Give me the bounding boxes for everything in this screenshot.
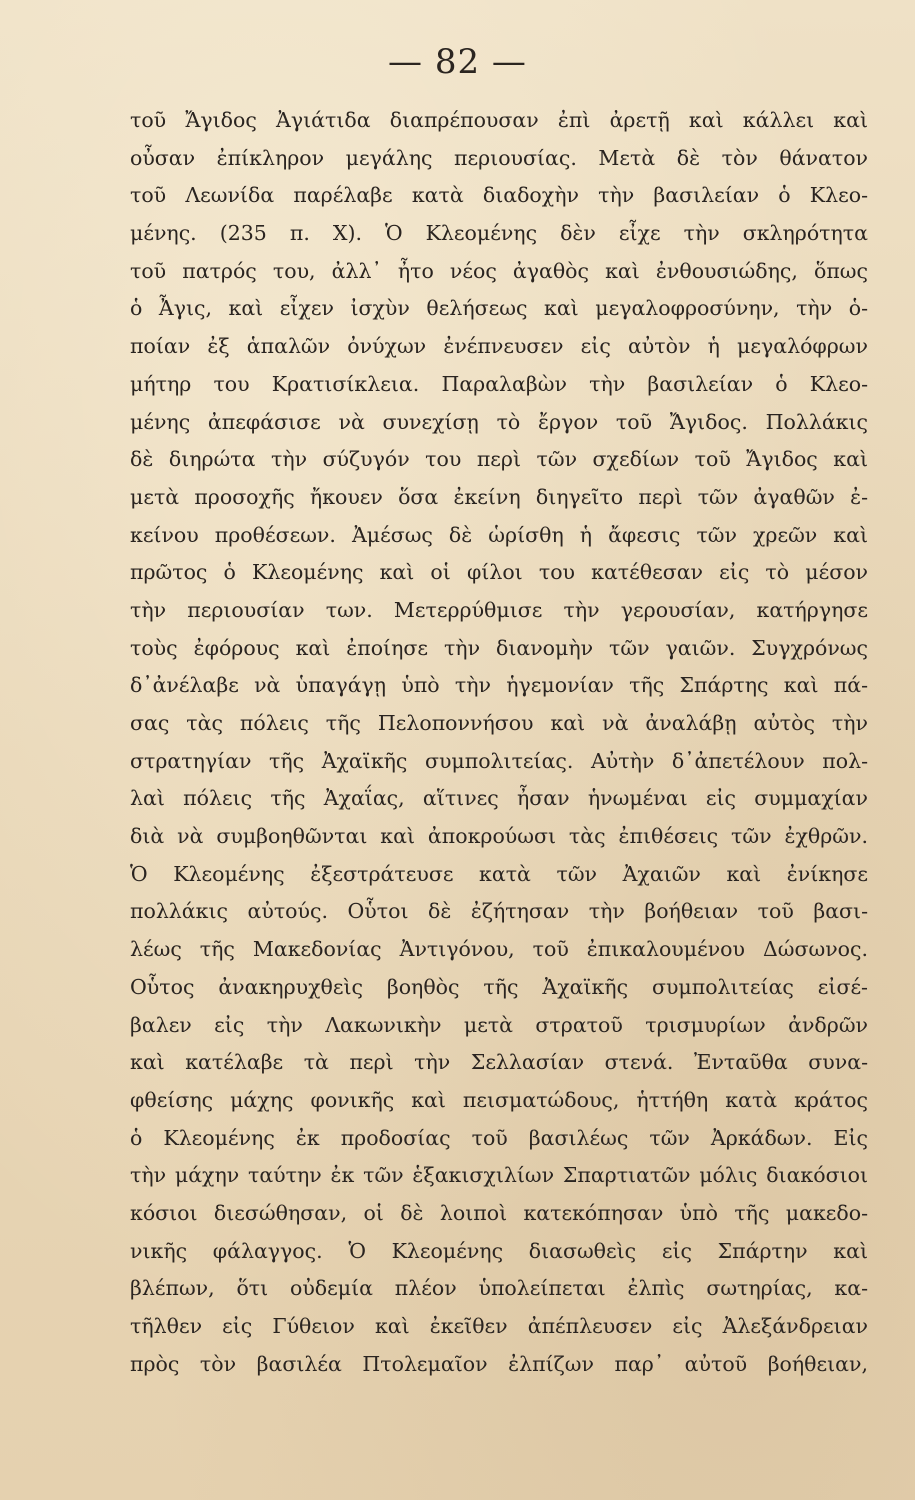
text-line: σας τὰς πόλεις τῆς Πελοποννήσου καὶ νὰ ἀναλάβῃ αὐτὸς τὴν [130, 711, 868, 735]
text-line: τοῦ Λεωνίδα παρέλαβε κατὰ διαδοχὴν τὴν βασιλείαν ὁ Κλεο- [130, 183, 868, 208]
text-line: νικῆς φάλαγγος. Ὁ Κλεομένης διασωθεὶς εἰς Σπάρτην καὶ [130, 1238, 868, 1263]
text-line: πρὸς τὸν βασιλέα Πτολεμαῖον ἐλπίζων παρ᾽ αὐτοῦ βοήθειαν, [130, 1351, 868, 1376]
text-line: τοῦ πατρός του, ἀλλ᾽ ἦτο νέος ἀγαθὸς καὶ ἐνθουσιώδης, ὅπως [130, 258, 868, 283]
text-line: κόσιοι διεσώθησαν, οἱ δὲ λοιποὶ κατεκόπησαν ὑπὸ τῆς μακεδο- [130, 1200, 868, 1225]
text-line: ὁ Ἆγις, καὶ εἶχεν ἰσχὺν θελήσεως καὶ μεγαλοφροσύνην, τὴν ὁ- [130, 296, 868, 321]
page-number: — 82 — [388, 42, 527, 82]
text-line: πολλάκις αὐτούς. Οὗτοι δὲ ἐζήτησαν τὴν βοήθειαν τοῦ βασι- [130, 899, 868, 924]
text-line: στρατηγίαν τῆς Ἀχαϊκῆς συμπολιτείας. Αὐτὴν δ᾽ἀπετέλουν πολ- [130, 748, 868, 773]
text-line: βλέπων, ὅτι οὐδεμία πλέον ὑπολείπεται ἐλπὶς σωτηρίας, κα- [130, 1276, 868, 1301]
text-line: Ὁ Κλεομένης ἐξεστράτευσε κατὰ τῶν Ἀχαιῶν καὶ ἐνίκησε [130, 861, 868, 886]
text-line: τοῦ Ἄγιδος Ἀγιάτιδα διαπρέπουσαν ἐπὶ ἀρετῇ καὶ κάλλει καὶ [130, 108, 868, 132]
text-line: πρῶτος ὁ Κλεομένης καὶ οἱ φίλοι του κατέθεσαν εἰς τὸ μέσον [130, 560, 868, 585]
text-line: βαλεν εἰς τὴν Λακωνικὴν μετὰ στρατοῦ τρισμυρίων ἀνδρῶν [130, 1012, 868, 1037]
text-line: δ᾽ἀνέλαβε νὰ ὑπαγάγῃ ὑπὸ τὴν ἡγεμονίαν τῆς Σπάρτης καὶ πά- [130, 673, 868, 698]
text-line: τὴν μάχην ταύτην ἐκ τῶν ἑξακισχιλίων Σπαρτιατῶν μόλις διακόσιοι [130, 1163, 868, 1188]
text-line: ποίαν ἐξ ἁπαλῶν ὀνύχων ἐνέπνευσεν εἰς αὐτὸν ἡ μεγαλόφρων [130, 334, 868, 359]
text-line: δὲ διηρώτα τὴν σύζυγόν του περὶ τῶν σχεδίων τοῦ Ἄγιδος καὶ [130, 447, 868, 472]
text-line: τὴν περιουσίαν των. Μετερρύθμισε τὴν γερουσίαν, κατήργησε [130, 597, 868, 622]
text-line: τοὺς ἐφόρους καὶ ἐποίησε τὴν διανομὴν τῶν γαιῶν. Συγχρόνως [130, 635, 868, 660]
text-line: ὁ Κλεομένης ἐκ προδοσίας τοῦ βασιλέως τῶν Ἀρκάδων. Εἰς [130, 1125, 868, 1150]
body-text [130, 102, 868, 1383]
text-line: Οὗτος ἀνακηρυχθεὶς βοηθὸς τῆς Ἀχαϊκῆς συμπολιτείας εἰσέ- [130, 974, 868, 999]
text-line: λέως τῆς Μακεδονίας Ἀντιγόνου, τοῦ ἐπικαλουμένου Δώσωνος. [130, 937, 868, 962]
text-line: διὰ νὰ συμβοηθῶνται καὶ ἀποκρούωσι τὰς ἐπιθέσεις τῶν ἐχθρῶν. [130, 824, 868, 849]
text-line: φθείσης μάχης φονικῆς καὶ πεισματώδους, ἡττήθη κατὰ κράτος [130, 1087, 868, 1112]
text-line: τῆλθεν εἰς Γύθειον καὶ ἐκεῖθεν ἀπέπλευσεν εἰς Ἀλεξάνδρειαν [130, 1314, 868, 1338]
text-line: καὶ κατέλαβε τὰ περὶ τὴν Σελλασίαν στενά. Ἐνταῦθα συνα- [130, 1050, 868, 1075]
text-line: κείνου προθέσεων. Ἀμέσως δὲ ὡρίσθη ἡ ἄφεσις τῶν χρεῶν καὶ [130, 522, 868, 547]
text-line: οὖσαν ἐπίκληρον μεγάλης περιουσίας. Μετὰ δὲ τὸν θάνατον [130, 145, 868, 170]
text-line: μένης ἀπεφάσισε νὰ συνεχίσῃ τὸ ἔργον τοῦ Ἄγιδος. Πολλάκις [130, 409, 868, 434]
text-line: μετὰ προσοχῆς ἤκουεν ὅσα ἐκείνη διηγεῖτο περὶ τῶν ἀγαθῶν ἐ- [130, 484, 868, 509]
text-line: λαὶ πόλεις τῆς Ἀχαΐας, αἵτινες ἦσαν ἡνωμέναι εἰς συμμαχίαν [130, 786, 868, 811]
text-line: μήτηρ του Κρατισίκλεια. Παραλαβὼν τὴν βασιλείαν ὁ Κλεο- [130, 371, 868, 396]
text-line: μένης. (235 π. Χ). Ὁ Κλεομένης δὲν εἶχε τὴν σκληρότητα [130, 221, 868, 246]
